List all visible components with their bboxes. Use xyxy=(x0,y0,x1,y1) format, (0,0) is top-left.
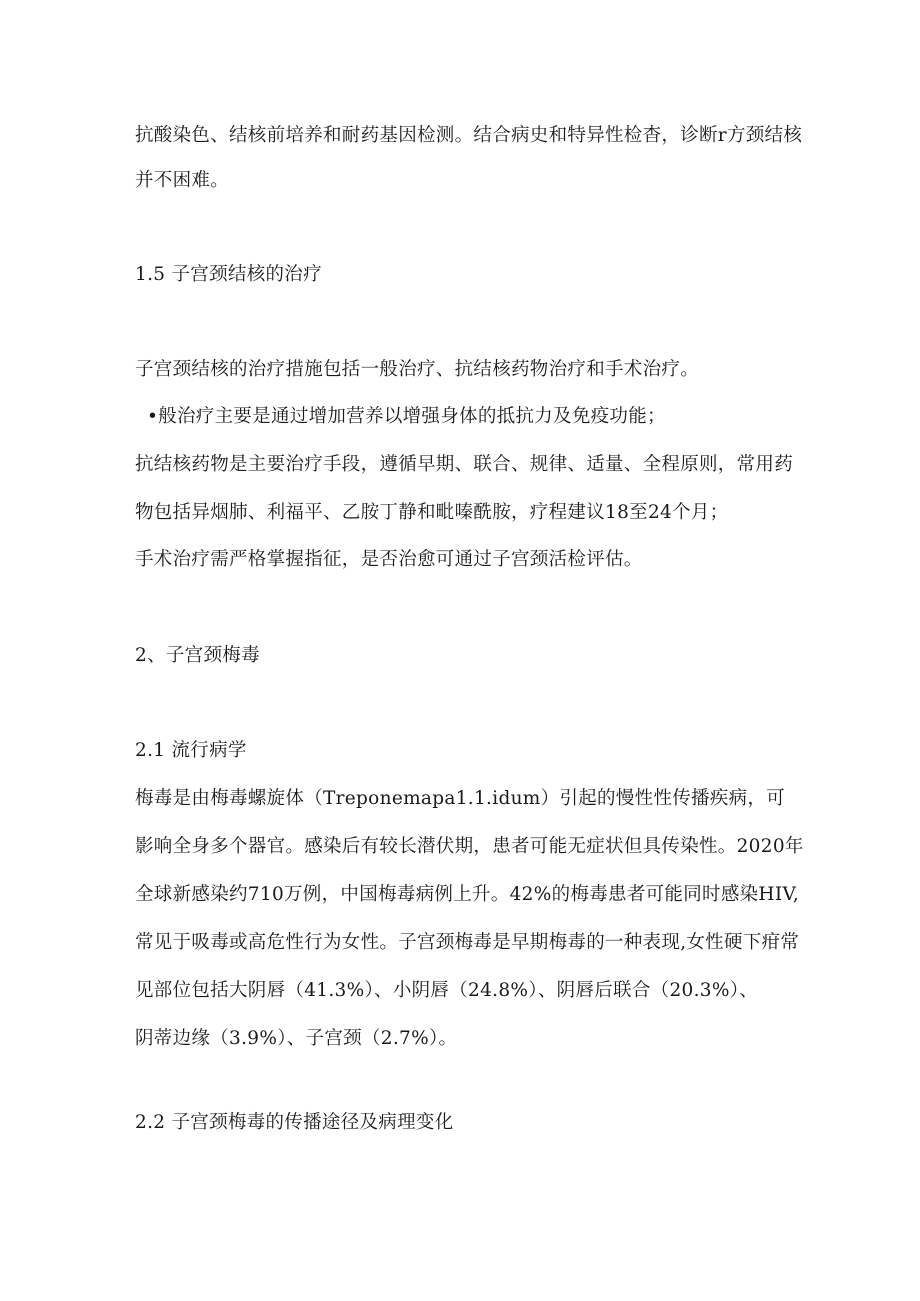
section-heading-2-1: 2.1 流行病学 xyxy=(135,740,247,761)
epidemiology-paragraph-line-1: 梅毒是由梅毒螺旋体（Treponemapa1.1.idum）引起的慢性性传播疾病，可 xyxy=(135,788,786,809)
treatment-intro-paragraph: 子宫颈结核的治疗措施包括一般治疗、抗结核药物治疗和手术治疗。 xyxy=(135,359,700,380)
epidemiology-paragraph-line-5: 见部位包括大阴唇（41.3%）、小阴唇（24.8%）、阴唇后联合（20.3%）、 xyxy=(135,980,759,1001)
epidemiology-paragraph-line-3: 全球新感染约710万例，中国梅毒病例上升。42%的梅毒患者可能同时感染HIV, xyxy=(135,884,800,905)
surgery-paragraph: 手术治疗需严格掌握指征，是否治愈可通过子宫颈活检评估。 xyxy=(135,549,643,570)
drug-treatment-paragraph-line-1: 抗结核药物是主要治疗手段，遵循早期、联合、规律、适量、全程原则，常用药 xyxy=(135,454,794,475)
drug-treatment-paragraph-line-2: 物包括异烟肺、利福平、乙胺丁静和毗嗪酰胺，疗程建议18至24个月； xyxy=(135,502,729,523)
section-heading-2-2: 2.2 子宫颈梅毒的传播途径及病理变化 xyxy=(135,1112,454,1133)
epidemiology-paragraph-line-2: 影响全身多个器官。感染后有较长潜伏期，患者可能无症状但具传染性。2020年 xyxy=(135,836,804,857)
epidemiology-paragraph-line-4: 常见于吸毒或高危性行为女性。子宫颈梅毒是早期梅毒的一种表现,女性硬下疳常 xyxy=(135,932,800,953)
section-heading-1-5: 1.5 子宫颈结核的治疗 xyxy=(135,264,322,285)
general-treatment-paragraph: •般治疗主要是通过增加营养以增强身体的抵抗力及免疫功能； xyxy=(147,406,666,427)
epidemiology-paragraph-line-6: 阴蒂边缘（3.9%）、子宫颈（2.7%）。 xyxy=(135,1028,458,1049)
diagnosis-paragraph-line-1: 抗酸染色、结核前培养和耐药基因检测。结合病史和特异性检杳，诊断r方颈结核 xyxy=(135,125,803,146)
diagnosis-paragraph-line-2: 并不困难。 xyxy=(135,170,230,191)
section-heading-2: 2、子宫颈梅毒 xyxy=(135,645,260,666)
